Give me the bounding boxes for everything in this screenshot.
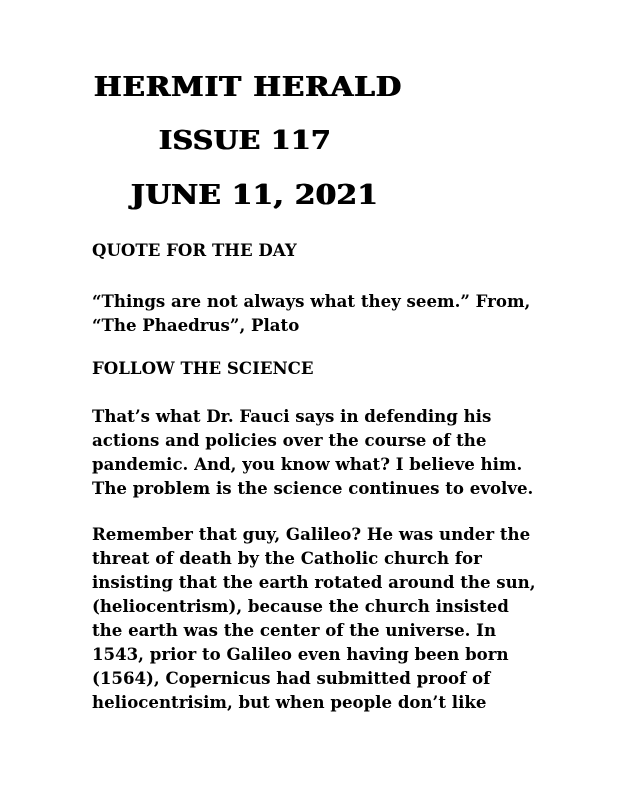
paragraph-line: The problem is the science continues to evolve. (92, 478, 534, 498)
paragraph-line: threat of death by the Catholic church for (92, 548, 482, 568)
paragraph-galileo (92, 522, 592, 714)
paragraph-line: insisting that the earth rotated around the sun, (92, 572, 536, 592)
paragraph-line: pandemic. And, you know what? I believe him. (92, 454, 523, 474)
issue-number: ISSUE 117 (159, 126, 332, 156)
paragraph-line: 1543, prior to Galileo even having been born (92, 644, 509, 664)
quote-line: “Things are not always what they seem.” From, (92, 291, 531, 311)
issue-date: JUNE 11, 2021 (131, 180, 379, 211)
quote-line: “The Phaedrus”, Plato (92, 315, 300, 335)
paragraph-line: Remember that guy, Galileo? He was under the (92, 524, 531, 544)
quote-text (92, 289, 592, 337)
paragraph-fauci (92, 404, 592, 500)
paragraph-line: That’s what Dr. Fauci says in defending his (92, 406, 492, 426)
newsletter-title: HERMIT HERALD (94, 72, 403, 103)
paragraph-line: the earth was the center of the universe. In (92, 620, 497, 640)
science-section-heading: FOLLOW THE SCIENCE (92, 358, 314, 378)
paragraph-line: actions and policies over the course of the (92, 430, 487, 450)
paragraph-line: heliocentrisim, but when people don’t like (92, 692, 487, 712)
quote-section-heading: QUOTE FOR THE DAY (92, 240, 297, 260)
paragraph-line: (heliocentrism), because the church insisted (92, 596, 509, 616)
paragraph-line: (1564), Copernicus had submitted proof of (92, 668, 491, 688)
